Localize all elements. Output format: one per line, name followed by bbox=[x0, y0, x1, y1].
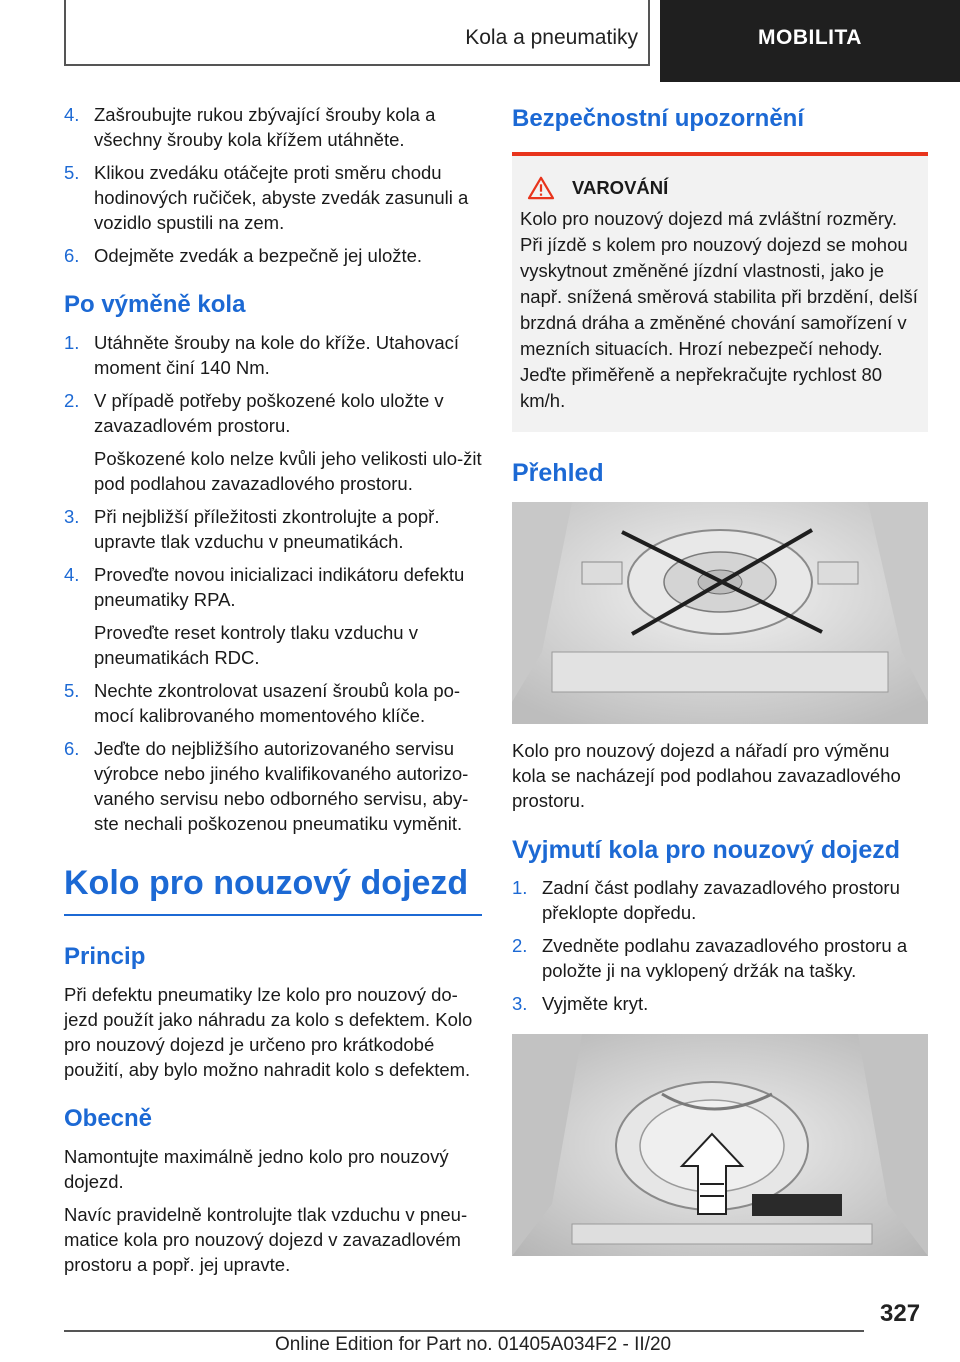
principle-text: Při defektu pneumatiky lze kolo pro nouzový do-jezd použít jako náhradu za kolo s defektem. Kolo pro nouzový dojezd je určeno pro krátkodobé použití, aby bylo možno nahradit kolo s defektem. bbox=[64, 984, 473, 1080]
removal-steps bbox=[512, 875, 928, 1016]
general-text-1: Namontujte maximálně jedno kolo pro nouzový dojezd. bbox=[64, 1146, 449, 1192]
list-note: Proveďte reset kontroly tlaku vzduchu v pneumatikách RDC. bbox=[94, 622, 418, 668]
list-item: 2. Zvedněte podlahu zavazadlového prostoru a položte ji na vyklopený držák na tašky. bbox=[512, 935, 908, 981]
header-divider-left bbox=[64, 0, 66, 66]
list-item: 5. Klikou zvedáku otáčejte proti směru chodu hodinových ručiček, abyste zvedák zasunuli a vozidlo spustili na zem. bbox=[64, 162, 469, 233]
steps-list-b bbox=[64, 330, 482, 836]
heading-overview: Přehled bbox=[512, 459, 604, 487]
list-item: 5. Nechte zkontrolovat usazení šroubů kola po-mocí kalibrovaného momentového klíče. bbox=[64, 680, 461, 726]
heading-removal: Vyjmutí kola pro nouzový dojezd bbox=[512, 836, 901, 864]
list-note: Poškozené kolo nelze kvůli jeho velikosti ulo-žit pod podlahou zavazadlového prostoru. bbox=[94, 448, 482, 494]
warning-box bbox=[512, 156, 928, 432]
list-item: 4. Zašroubujte rukou zbývající šrouby kola a všechny šrouby kola křížem utáhněte. bbox=[64, 104, 436, 150]
section-title: Kola a pneumatiky bbox=[465, 26, 638, 49]
footer-rule bbox=[64, 1330, 864, 1332]
list-item: 3. Při nejbližší příležitosti zkontrolujte a popř. upravte tlak vzduchu v pneumatikách. bbox=[64, 506, 440, 552]
list-item: 2. V případě potřeby poškozené kolo uložte v zavazadlovém prostoru. bbox=[64, 390, 444, 436]
warning-header bbox=[520, 176, 920, 200]
heading-principle: Princip bbox=[64, 943, 146, 970]
right-column bbox=[512, 102, 928, 1256]
heading-safety: Bezpečnostní upozornění bbox=[512, 105, 805, 132]
left-column bbox=[64, 102, 482, 1285]
list-item: 3. Vyjměte kryt. bbox=[512, 993, 649, 1014]
list-item: 6. Jeďte do nejbližšího autorizovaného servisu výrobce nebo jiného kvalifikovaného autorizo-vaného servisu nebo odborného servisu, aby-ste nechali poškozenou pneumatiku vyměnit. bbox=[64, 738, 469, 834]
warning-text: Kolo pro nouzový dojezd má zvláštní rozměry. Při jízdě s kolem pro nouzový dojezd se mohou vyskytnout změněné jízdní vlastnosti, jako je např. snížená směrová stabilita při brzdění, delší brzdná dráha a změněné chování samořízení v mezních situacích. Hrozí nebezpečí nehody. Jeďte přiměřeně a nepřekračujte rychlost 80 km/h. bbox=[520, 208, 918, 411]
trunk-overview-illustration bbox=[512, 502, 928, 724]
list-item: 1. Zadní část podlahy zavazadlového prostoru překlopte dopředu. bbox=[512, 877, 900, 923]
chapter-tab bbox=[660, 0, 960, 82]
steps-list-a bbox=[64, 102, 482, 268]
trunk-cover-photo bbox=[512, 1034, 928, 1256]
heading-general: Obecně bbox=[64, 1105, 153, 1132]
list-item: 6. Odejměte zvedák a bezpečně jej uložte. bbox=[64, 245, 423, 266]
trunk-cover-illustration bbox=[512, 1034, 928, 1256]
list-item: 4. Proveďte novou inicializaci indikátoru defektu pneumatiky RPA. bbox=[64, 564, 465, 610]
chapter-tab-label: MOBILITA bbox=[758, 26, 862, 49]
page-number: 327 bbox=[880, 1300, 921, 1327]
trunk-overview-photo bbox=[512, 502, 928, 724]
edition-note: Online Edition for Part no. 01405A034F2 - II/20 bbox=[275, 1334, 672, 1355]
warning-triangle-icon bbox=[526, 176, 556, 200]
list-item: 1. Utáhněte šrouby na kole do kříže. Utahovací moment činí 140 Nm. bbox=[64, 332, 460, 378]
heading-after-change: Po výměně kola bbox=[64, 291, 246, 318]
general-text-2: Navíc pravidelně kontrolujte tlak vzduchu v pneu-matice kola pro nouzový dojezd v zavazadlovém prostoru a popř. jej upravte. bbox=[64, 1204, 468, 1275]
main-heading: Kolo pro nouzový dojezd bbox=[64, 862, 482, 916]
overview-caption: Kolo pro nouzový dojezd a nářadí pro výměnu kola se nacházejí pod podlahou zavazadlového prostoru. bbox=[512, 740, 901, 811]
header-underline bbox=[64, 64, 650, 66]
warning-label: VAROVÁNÍ bbox=[572, 177, 669, 198]
header-divider-mid bbox=[648, 0, 650, 66]
warning-block bbox=[512, 152, 928, 432]
